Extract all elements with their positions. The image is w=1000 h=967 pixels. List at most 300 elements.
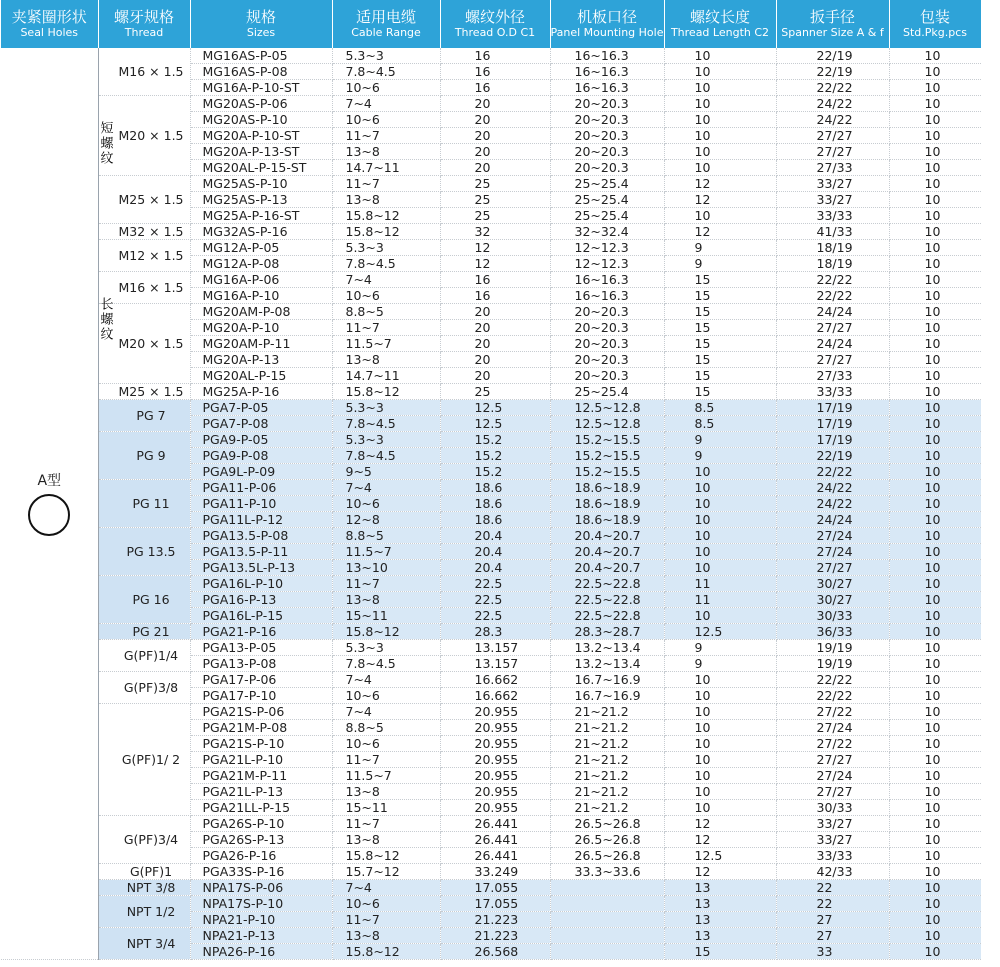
panel-hole-cell: 13.2~13.4 <box>550 640 664 656</box>
thread-length-cell: 10 <box>664 208 776 224</box>
spanner-size-cell: 22 <box>776 896 889 912</box>
thread-length-cell: 10 <box>664 768 776 784</box>
seal-type <box>1 472 98 536</box>
thread-od-cell: 21.223 <box>440 912 550 928</box>
panel-hole-cell: 16~16.3 <box>550 48 664 64</box>
spanner-size-cell: 24/24 <box>776 304 889 320</box>
pkg-cell: 10 <box>889 624 981 640</box>
pkg-cell: 10 <box>889 96 981 112</box>
cable-range-cell: 13~8 <box>332 928 440 944</box>
size-cell: MG25A-P-16-ST <box>190 208 332 224</box>
pkg-cell: 10 <box>889 304 981 320</box>
thread-length-cell: 13 <box>664 880 776 896</box>
size-cell: PGA21S-P-10 <box>190 736 332 752</box>
pkg-cell: 10 <box>889 128 981 144</box>
pkg-cell: 10 <box>889 752 981 768</box>
thread-cell <box>98 384 190 400</box>
cable-range-cell: 11~7 <box>332 816 440 832</box>
size-cell: MG25A-P-16 <box>190 384 332 400</box>
size-cell: PGA7-P-05 <box>190 400 332 416</box>
pkg-cell: 10 <box>889 208 981 224</box>
pkg-cell: 10 <box>889 480 981 496</box>
table-row <box>1 528 981 544</box>
thread-length-cell: 10 <box>664 704 776 720</box>
panel-hole-cell: 20~20.3 <box>550 112 664 128</box>
panel-hole-cell: 33.3~33.6 <box>550 864 664 880</box>
spanner-size-cell: 27/27 <box>776 784 889 800</box>
panel-hole-cell: 16~16.3 <box>550 64 664 80</box>
thread-length-cell: 12 <box>664 224 776 240</box>
thread-length-cell: 10 <box>664 608 776 624</box>
thread-od-cell: 16 <box>440 288 550 304</box>
size-cell: MG20A-P-13 <box>190 352 332 368</box>
panel-hole-cell: 26.5~26.8 <box>550 848 664 864</box>
pkg-cell: 10 <box>889 192 981 208</box>
panel-hole-cell: 20.4~20.7 <box>550 528 664 544</box>
header-thread-en: Thread <box>124 26 164 39</box>
spanner-size-cell: 30/27 <box>776 576 889 592</box>
thread-length-cell: 15 <box>664 352 776 368</box>
pkg-cell: 10 <box>889 848 981 864</box>
cable-range-cell: 11~7 <box>332 576 440 592</box>
thread-cell <box>98 672 190 704</box>
cable-range-cell: 10~6 <box>332 896 440 912</box>
thread-length-cell: 10 <box>664 528 776 544</box>
thread-length-cell: 15 <box>664 384 776 400</box>
pkg-cell: 10 <box>889 432 981 448</box>
panel-hole-cell <box>550 896 664 912</box>
thread-length-cell: 10 <box>664 128 776 144</box>
thread-od-cell: 12.5 <box>440 416 550 432</box>
spanner-size-cell: 24/22 <box>776 96 889 112</box>
header-spanner-size-cn: 扳手径 <box>809 8 855 26</box>
size-cell: PGA11L-P-12 <box>190 512 332 528</box>
thread-length-cell: 10 <box>664 752 776 768</box>
thread-od-cell: 20.955 <box>440 736 550 752</box>
table-row <box>1 176 981 192</box>
thread-od-cell: 26.441 <box>440 832 550 848</box>
table-row <box>1 304 981 320</box>
size-cell: MG16AS-P-08 <box>190 64 332 80</box>
panel-hole-cell: 20.4~20.7 <box>550 544 664 560</box>
thread-cell <box>98 224 190 240</box>
thread-od-cell: 15.2 <box>440 432 550 448</box>
thread-length-cell: 11 <box>664 576 776 592</box>
thread-od-cell: 20.955 <box>440 720 550 736</box>
header-std-pkg-cn: 包装 <box>919 8 950 26</box>
thread-od-cell: 25 <box>440 384 550 400</box>
panel-hole-cell: 21~21.2 <box>550 800 664 816</box>
spanner-size-cell: 24/24 <box>776 336 889 352</box>
header-thread-od-cn: 螺纹外径 <box>464 8 525 26</box>
pkg-cell: 10 <box>889 592 981 608</box>
size-cell: MG20AL-P-15 <box>190 368 332 384</box>
thread-length-cell: 12.5 <box>664 848 776 864</box>
pkg-cell: 10 <box>889 160 981 176</box>
header-sizes-cn: 规格 <box>245 8 276 26</box>
panel-hole-cell: 12~12.3 <box>550 240 664 256</box>
spanner-size-cell: 18/19 <box>776 240 889 256</box>
panel-hole-cell: 20~20.3 <box>550 320 664 336</box>
table-row <box>1 704 981 720</box>
spanner-size-cell: 27/22 <box>776 704 889 720</box>
thread-label: M25 × 1.5 <box>118 192 184 207</box>
spanner-size-cell: 17/19 <box>776 400 889 416</box>
thread-label: PG 7 <box>136 408 166 423</box>
panel-hole-cell <box>550 928 664 944</box>
cable-range-cell: 15.7~12 <box>332 864 440 880</box>
pkg-cell: 10 <box>889 368 981 384</box>
spanner-size-cell: 36/33 <box>776 624 889 640</box>
header-sizes <box>190 0 332 48</box>
thread-od-cell: 16 <box>440 272 550 288</box>
header-seal-holes <box>1 0 98 48</box>
panel-hole-cell: 25~25.4 <box>550 384 664 400</box>
panel-hole-cell: 32~32.4 <box>550 224 664 240</box>
pkg-cell: 10 <box>889 512 981 528</box>
pkg-cell: 10 <box>889 48 981 64</box>
thread-od-cell: 16 <box>440 64 550 80</box>
thread-length-cell: 10 <box>664 544 776 560</box>
table-row <box>1 640 981 656</box>
cable-range-cell: 13~8 <box>332 592 440 608</box>
thread-length-cell: 11 <box>664 592 776 608</box>
size-cell: MG16A-P-10 <box>190 288 332 304</box>
panel-hole-cell: 15.2~15.5 <box>550 448 664 464</box>
spanner-size-cell: 17/19 <box>776 432 889 448</box>
thread-label: PG 21 <box>132 624 170 639</box>
thread-od-cell: 16.662 <box>440 688 550 704</box>
spanner-size-cell: 27/27 <box>776 752 889 768</box>
table-row <box>1 272 981 288</box>
table-row <box>1 928 981 944</box>
size-cell: PGA26-P-16 <box>190 848 332 864</box>
pkg-cell: 10 <box>889 736 981 752</box>
size-cell: MG20AS-P-10 <box>190 112 332 128</box>
size-cell: PGA21S-P-06 <box>190 704 332 720</box>
thread-cell <box>98 576 190 624</box>
thread-length-cell: 8.5 <box>664 416 776 432</box>
thread-od-cell: 32 <box>440 224 550 240</box>
thread-cell <box>98 640 190 672</box>
size-cell: MG20A-P-10-ST <box>190 128 332 144</box>
cable-range-cell: 15~11 <box>332 608 440 624</box>
panel-hole-cell: 20~20.3 <box>550 368 664 384</box>
spanner-size-cell: 27 <box>776 928 889 944</box>
thread-cell <box>98 864 190 880</box>
spanner-size-cell: 33/33 <box>776 208 889 224</box>
thread-od-cell: 20.4 <box>440 560 550 576</box>
size-cell: MG20A-P-10 <box>190 320 332 336</box>
size-cell: NPA17S-P-06 <box>190 880 332 896</box>
size-cell: MG20AM-P-11 <box>190 336 332 352</box>
table-row <box>1 224 981 240</box>
pkg-cell: 10 <box>889 656 981 672</box>
spanner-size-cell: 27/27 <box>776 320 889 336</box>
spanner-size-cell: 30/27 <box>776 592 889 608</box>
thread-label: G(PF)3/4 <box>123 832 179 847</box>
cable-range-cell: 15.8~12 <box>332 384 440 400</box>
cable-range-cell: 5.3~3 <box>332 640 440 656</box>
cable-range-cell: 5.3~3 <box>332 432 440 448</box>
cable-range-cell: 14.7~11 <box>332 368 440 384</box>
thread-length-cell: 9 <box>664 256 776 272</box>
size-cell: MG16A-P-06 <box>190 272 332 288</box>
spanner-size-cell: 30/33 <box>776 608 889 624</box>
thread-length-cell: 13 <box>664 928 776 944</box>
thread-label: M12 × 1.5 <box>118 248 184 263</box>
thread-length-cell: 10 <box>664 144 776 160</box>
header-panel-mounting-hole-en: Panel Mounting Hole <box>550 26 664 39</box>
pkg-cell: 10 <box>889 784 981 800</box>
spanner-size-cell: 24/22 <box>776 112 889 128</box>
thread-od-cell: 20 <box>440 160 550 176</box>
spanner-size-cell: 17/19 <box>776 416 889 432</box>
thread-od-cell: 16 <box>440 48 550 64</box>
size-cell: PGA9-P-05 <box>190 432 332 448</box>
thread-od-cell: 20.955 <box>440 784 550 800</box>
spanner-size-cell: 22/22 <box>776 464 889 480</box>
thread-cell <box>98 176 190 224</box>
circle-seal-icon <box>28 494 70 536</box>
spanner-size-cell: 27/33 <box>776 160 889 176</box>
size-cell: PGA17-P-10 <box>190 688 332 704</box>
cable-range-cell: 10~6 <box>332 80 440 96</box>
thread-od-cell: 18.6 <box>440 480 550 496</box>
pkg-cell: 10 <box>889 640 981 656</box>
pkg-cell: 10 <box>889 544 981 560</box>
panel-hole-cell: 20~20.3 <box>550 128 664 144</box>
panel-hole-cell: 18.6~18.9 <box>550 496 664 512</box>
thread-length-cell: 10 <box>664 64 776 80</box>
cable-range-cell: 7.8~4.5 <box>332 656 440 672</box>
spanner-size-cell: 22 <box>776 880 889 896</box>
thread-label: G(PF)3/8 <box>123 680 179 695</box>
header-thread-length-en: Thread Length C2 <box>670 26 770 39</box>
thread-length-cell: 12 <box>664 816 776 832</box>
panel-hole-cell: 26.5~26.8 <box>550 832 664 848</box>
thread-length-cell: 15 <box>664 336 776 352</box>
size-cell: PGA13.5-P-11 <box>190 544 332 560</box>
size-cell: PGA9-P-08 <box>190 448 332 464</box>
spanner-size-cell: 27/22 <box>776 736 889 752</box>
header-cable-range <box>332 0 440 48</box>
thread-od-cell: 16.662 <box>440 672 550 688</box>
size-cell: PGA26S-P-10 <box>190 816 332 832</box>
pkg-cell: 10 <box>889 832 981 848</box>
size-cell: MG12A-P-08 <box>190 256 332 272</box>
thread-od-cell: 20.4 <box>440 528 550 544</box>
thread-od-cell: 20 <box>440 320 550 336</box>
thread-od-cell: 20.4 <box>440 544 550 560</box>
header-cable-range-cn: 适用电缆 <box>355 8 416 26</box>
thread-od-cell: 20 <box>440 112 550 128</box>
table-row <box>1 624 981 640</box>
thread-od-cell: 28.3 <box>440 624 550 640</box>
pkg-cell: 10 <box>889 688 981 704</box>
pkg-cell: 10 <box>889 880 981 896</box>
pkg-cell: 10 <box>889 336 981 352</box>
panel-hole-cell: 21~21.2 <box>550 720 664 736</box>
pkg-cell: 10 <box>889 608 981 624</box>
thread-length-cell: 12 <box>664 176 776 192</box>
thread-length-cell: 10 <box>664 512 776 528</box>
panel-hole-cell: 20~20.3 <box>550 352 664 368</box>
table-row <box>1 432 981 448</box>
cable-range-cell: 8.8~5 <box>332 528 440 544</box>
spanner-size-cell: 19/19 <box>776 640 889 656</box>
cable-range-cell: 15.8~12 <box>332 848 440 864</box>
pkg-cell: 10 <box>889 112 981 128</box>
thread-length-cell: 10 <box>664 784 776 800</box>
panel-hole-cell: 12.5~12.8 <box>550 400 664 416</box>
cable-range-cell: 11.5~7 <box>332 768 440 784</box>
cable-range-cell: 14.7~11 <box>332 160 440 176</box>
spanner-size-cell: 22/22 <box>776 272 889 288</box>
spanner-size-cell: 27/24 <box>776 720 889 736</box>
size-cell: MG16AS-P-05 <box>190 48 332 64</box>
size-cell: PGA13-P-08 <box>190 656 332 672</box>
pkg-cell: 10 <box>889 240 981 256</box>
cable-range-cell: 13~8 <box>332 352 440 368</box>
thread-od-cell: 20 <box>440 368 550 384</box>
size-cell: PGA21LL-P-15 <box>190 800 332 816</box>
thread-label: PG 9 <box>136 448 166 463</box>
spanner-size-cell: 22/19 <box>776 64 889 80</box>
size-cell: NPA21-P-13 <box>190 928 332 944</box>
size-cell: MG20A-P-13-ST <box>190 144 332 160</box>
header-std-pkg <box>889 0 981 48</box>
size-cell: MG32AS-P-16 <box>190 224 332 240</box>
thread-length-cell: 10 <box>664 672 776 688</box>
table-row <box>1 48 981 64</box>
thread-cell <box>98 480 190 528</box>
panel-hole-cell: 22.5~22.8 <box>550 576 664 592</box>
table-body <box>1 48 981 960</box>
cable-range-cell: 7~4 <box>332 96 440 112</box>
cable-range-cell: 11~7 <box>332 176 440 192</box>
cable-range-cell: 11~7 <box>332 128 440 144</box>
cable-range-cell: 10~6 <box>332 112 440 128</box>
panel-hole-cell: 25~25.4 <box>550 208 664 224</box>
header-panel-mounting-hole-cn: 机板口径 <box>576 8 637 26</box>
cable-range-cell: 13~8 <box>332 192 440 208</box>
header-thread-length-cn: 螺纹长度 <box>689 8 750 26</box>
panel-hole-cell: 18.6~18.9 <box>550 512 664 528</box>
panel-hole-cell: 20~20.3 <box>550 96 664 112</box>
thread-od-cell: 22.5 <box>440 608 550 624</box>
table-row <box>1 896 981 912</box>
thread-label: G(PF)1/ 2 <box>121 752 181 767</box>
size-cell: MG25AS-P-10 <box>190 176 332 192</box>
cable-range-cell: 13~8 <box>332 784 440 800</box>
thread-length-cell: 10 <box>664 112 776 128</box>
panel-hole-cell: 25~25.4 <box>550 176 664 192</box>
cable-gland-spec-table <box>1 0 982 960</box>
panel-hole-cell: 18.6~18.9 <box>550 480 664 496</box>
size-cell: PGA26S-P-13 <box>190 832 332 848</box>
cable-range-cell: 15~11 <box>332 800 440 816</box>
spanner-size-cell: 33/33 <box>776 384 889 400</box>
header-seal-holes-cn: 夹紧圈形状 <box>11 8 87 26</box>
panel-hole-cell: 16~16.3 <box>550 288 664 304</box>
size-cell: PGA21L-P-10 <box>190 752 332 768</box>
pkg-cell: 10 <box>889 944 981 960</box>
size-cell: PGA21-P-16 <box>190 624 332 640</box>
pkg-cell: 10 <box>889 576 981 592</box>
cable-range-cell: 9~5 <box>332 464 440 480</box>
spanner-size-cell: 24/24 <box>776 512 889 528</box>
pkg-cell: 10 <box>889 704 981 720</box>
table-row <box>1 480 981 496</box>
size-cell: PGA16L-P-10 <box>190 576 332 592</box>
spanner-size-cell: 22/22 <box>776 672 889 688</box>
spanner-size-cell: 27/24 <box>776 544 889 560</box>
size-cell: NPA17S-P-10 <box>190 896 332 912</box>
size-cell: PGA13.5-P-08 <box>190 528 332 544</box>
spanner-size-cell: 30/33 <box>776 800 889 816</box>
thread-od-cell: 26.568 <box>440 944 550 960</box>
size-cell: PGA9L-P-09 <box>190 464 332 480</box>
panel-hole-cell: 21~21.2 <box>550 768 664 784</box>
thread-od-cell: 20 <box>440 96 550 112</box>
thread-od-cell: 12 <box>440 240 550 256</box>
panel-hole-cell: 16.7~16.9 <box>550 688 664 704</box>
thread-label: PG 11 <box>132 496 170 511</box>
thread-group-label: 长螺纹 <box>100 297 114 342</box>
cable-range-cell: 10~6 <box>332 288 440 304</box>
panel-hole-cell <box>550 912 664 928</box>
cable-range-cell: 15.8~12 <box>332 944 440 960</box>
thread-cell <box>98 880 190 896</box>
size-cell: PGA17-P-06 <box>190 672 332 688</box>
size-cell: PGA13.5L-P-13 <box>190 560 332 576</box>
pkg-cell: 10 <box>889 448 981 464</box>
thread-od-cell: 13.157 <box>440 640 550 656</box>
thread-length-cell: 15 <box>664 288 776 304</box>
size-cell: PGA7-P-08 <box>190 416 332 432</box>
thread-cell <box>98 928 190 960</box>
size-cell: MG16A-P-10-ST <box>190 80 332 96</box>
thread-length-cell: 13 <box>664 912 776 928</box>
pkg-cell: 10 <box>889 384 981 400</box>
thread-od-cell: 15.2 <box>440 464 550 480</box>
thread-od-cell: 20 <box>440 336 550 352</box>
panel-hole-cell: 15.2~15.5 <box>550 432 664 448</box>
spanner-size-cell: 24/22 <box>776 480 889 496</box>
cable-range-cell: 13~10 <box>332 560 440 576</box>
size-cell: PGA21M-P-11 <box>190 768 332 784</box>
spanner-size-cell: 22/22 <box>776 688 889 704</box>
thread-length-cell: 12 <box>664 864 776 880</box>
seal-hole-cell <box>1 48 98 960</box>
cable-range-cell: 8.8~5 <box>332 304 440 320</box>
header-spanner-size-en: Spanner Size A & f <box>781 26 884 39</box>
cable-range-cell: 11.5~7 <box>332 336 440 352</box>
spanner-size-cell: 27/27 <box>776 560 889 576</box>
cable-range-cell: 10~6 <box>332 496 440 512</box>
thread-length-cell: 15 <box>664 368 776 384</box>
panel-hole-cell: 16.7~16.9 <box>550 672 664 688</box>
cable-range-cell: 11~7 <box>332 320 440 336</box>
thread-group-label: 短螺纹 <box>100 121 114 167</box>
cable-range-cell: 5.3~3 <box>332 400 440 416</box>
panel-hole-cell: 13.2~13.4 <box>550 656 664 672</box>
cable-range-cell: 13~8 <box>332 832 440 848</box>
thread-length-cell: 12.5 <box>664 624 776 640</box>
cable-range-cell: 11~7 <box>332 912 440 928</box>
thread-label: PG 16 <box>132 592 170 607</box>
